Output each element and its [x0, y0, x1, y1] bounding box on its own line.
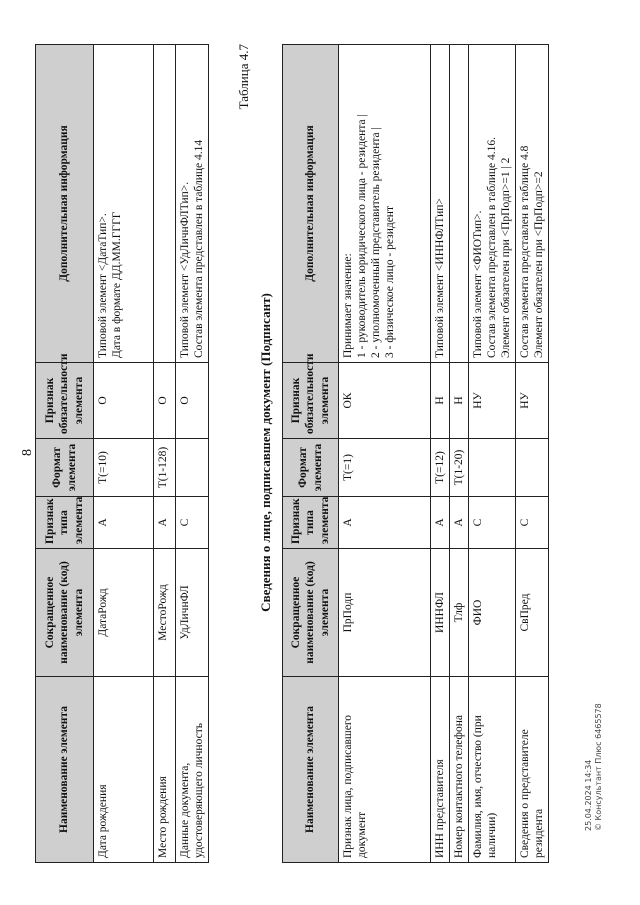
cell-required: НУ [516, 363, 549, 439]
info-line: 1 - руководитель юридического лица - резидента | [356, 114, 369, 358]
cell-format: T(=10) [94, 439, 154, 497]
cell-info [176, 45, 209, 363]
info-line: Элемент обязателен при <ПрПодп>=2 [533, 171, 546, 358]
page-number: 8 [20, 449, 35, 456]
table-row [154, 45, 176, 863]
table-element-attributes [35, 44, 209, 863]
cell-format: T(=12) [431, 439, 450, 497]
cell-required: О [94, 363, 154, 439]
cell-type: А [450, 497, 469, 549]
table-row [431, 45, 450, 863]
cell-format: T(1-20) [450, 439, 469, 497]
cell-format [176, 439, 209, 497]
header-required: Признак обязательности элемента [36, 363, 94, 439]
cell-type: А [339, 497, 431, 549]
cell-info [94, 45, 154, 363]
cell-required: ОК [339, 363, 431, 439]
cell-code: ДатаРожд [94, 549, 154, 677]
cell-code: ИННФЛ [431, 549, 450, 677]
info-line: Типовой элемент <УдЛичнФЛТип>. [179, 181, 191, 358]
cell-name: Номер контактного телефона [450, 677, 469, 863]
cell-info [516, 45, 549, 363]
cell-info [431, 45, 450, 363]
header-required: Признак обязательности элемента [283, 363, 339, 439]
cell-name: Данные документа, удостоверяющего личность [176, 677, 209, 863]
table-row [516, 45, 549, 863]
header-name: Наименование элемента [283, 677, 339, 863]
cell-name: Дата рождения [94, 677, 154, 863]
cell-info [469, 45, 516, 363]
table-signatory [282, 44, 549, 863]
info-line: Принимает значение: [342, 253, 354, 358]
header-info: Дополнительная информация [283, 45, 339, 363]
cell-required: О [176, 363, 209, 439]
cell-required: О [154, 363, 176, 439]
info-line: Состав элемента представлен в таблице 4.16. [486, 136, 499, 358]
cell-code: МестоРожд [154, 549, 176, 677]
cell-name: Признак лица, подписавшего документ [339, 677, 431, 863]
info-line: 3 - физическое лицо - резидент [384, 206, 397, 358]
info-line: Типовой элемент <ДатаТип>. [97, 213, 109, 358]
header-type: Признак типа элемента [36, 497, 94, 549]
cell-info [450, 45, 469, 363]
table-row [94, 45, 154, 863]
header-type: Признак типа элемента [283, 497, 339, 549]
cell-code: ПрПодп [339, 549, 431, 677]
header-info: Дополнительная информация [36, 45, 94, 363]
print-stamp [584, 703, 605, 831]
cell-type: А [94, 497, 154, 549]
cell-format [516, 439, 549, 497]
info-line: Состав элемента представлен в таблице 4.14 [193, 139, 206, 358]
cell-format [469, 439, 516, 497]
table-title: Сведения о лице, подписавшем документ (Подписант) [258, 293, 273, 612]
info-line: Состав элемента представлен в таблице 4.8 [519, 145, 532, 358]
cell-required: Н [431, 363, 450, 439]
cell-name: Фамилия, имя, отчество (при наличии) [469, 677, 516, 863]
table-row [469, 45, 516, 863]
info-line: Типовой элемент <ФИОТип>. [472, 210, 485, 358]
info-line: Дата в формате ДД.ММ.ГГГГ [111, 211, 124, 358]
header-format: Формат элемента [283, 439, 339, 497]
table-header-row [283, 45, 339, 863]
table-header-row [36, 45, 94, 863]
cell-name: Сведения о представителе резидента [516, 677, 549, 863]
cell-name: ИНН представителя [431, 677, 450, 863]
table-number: Таблица 4.7 [236, 44, 251, 110]
header-format: Формат элемента [36, 439, 94, 497]
cell-code: УдЛичнФЛ [176, 549, 209, 677]
cell-type: С [469, 497, 516, 549]
stamp-datetime: 25.04.2024 14:34 [584, 759, 593, 831]
cell-name: Место рождения [154, 677, 176, 863]
cell-code: ФИО [469, 549, 516, 677]
info-line: 2 - уполномоченный представитель резидента | [370, 127, 383, 358]
header-name: Наименование элемента [36, 677, 94, 863]
cell-required: НУ [469, 363, 516, 439]
header-code: Сокращенное наименование (код) элемента [36, 549, 94, 677]
table-row [450, 45, 469, 863]
cell-code: СвПред [516, 549, 549, 677]
cell-format: T(=1) [339, 439, 431, 497]
cell-format: T(1-128) [154, 439, 176, 497]
cell-required: Н [450, 363, 469, 439]
info-line: Элемент обязателен при <ПрПодп>=1 | 2 [500, 157, 513, 358]
table-row [339, 45, 431, 863]
cell-code: Тлф [450, 549, 469, 677]
info-line: Типовой элемент <ИННФЛТип> [434, 198, 446, 358]
table-row [176, 45, 209, 863]
cell-type: С [176, 497, 209, 549]
cell-type: А [431, 497, 450, 549]
stamp-source: © Консультант Плюс 6465578 [594, 703, 604, 831]
header-code: Сокращенное наименование (код) элемента [283, 549, 339, 677]
cell-type: А [154, 497, 176, 549]
cell-type: С [516, 497, 549, 549]
cell-info [339, 45, 431, 363]
cell-info [154, 45, 176, 363]
